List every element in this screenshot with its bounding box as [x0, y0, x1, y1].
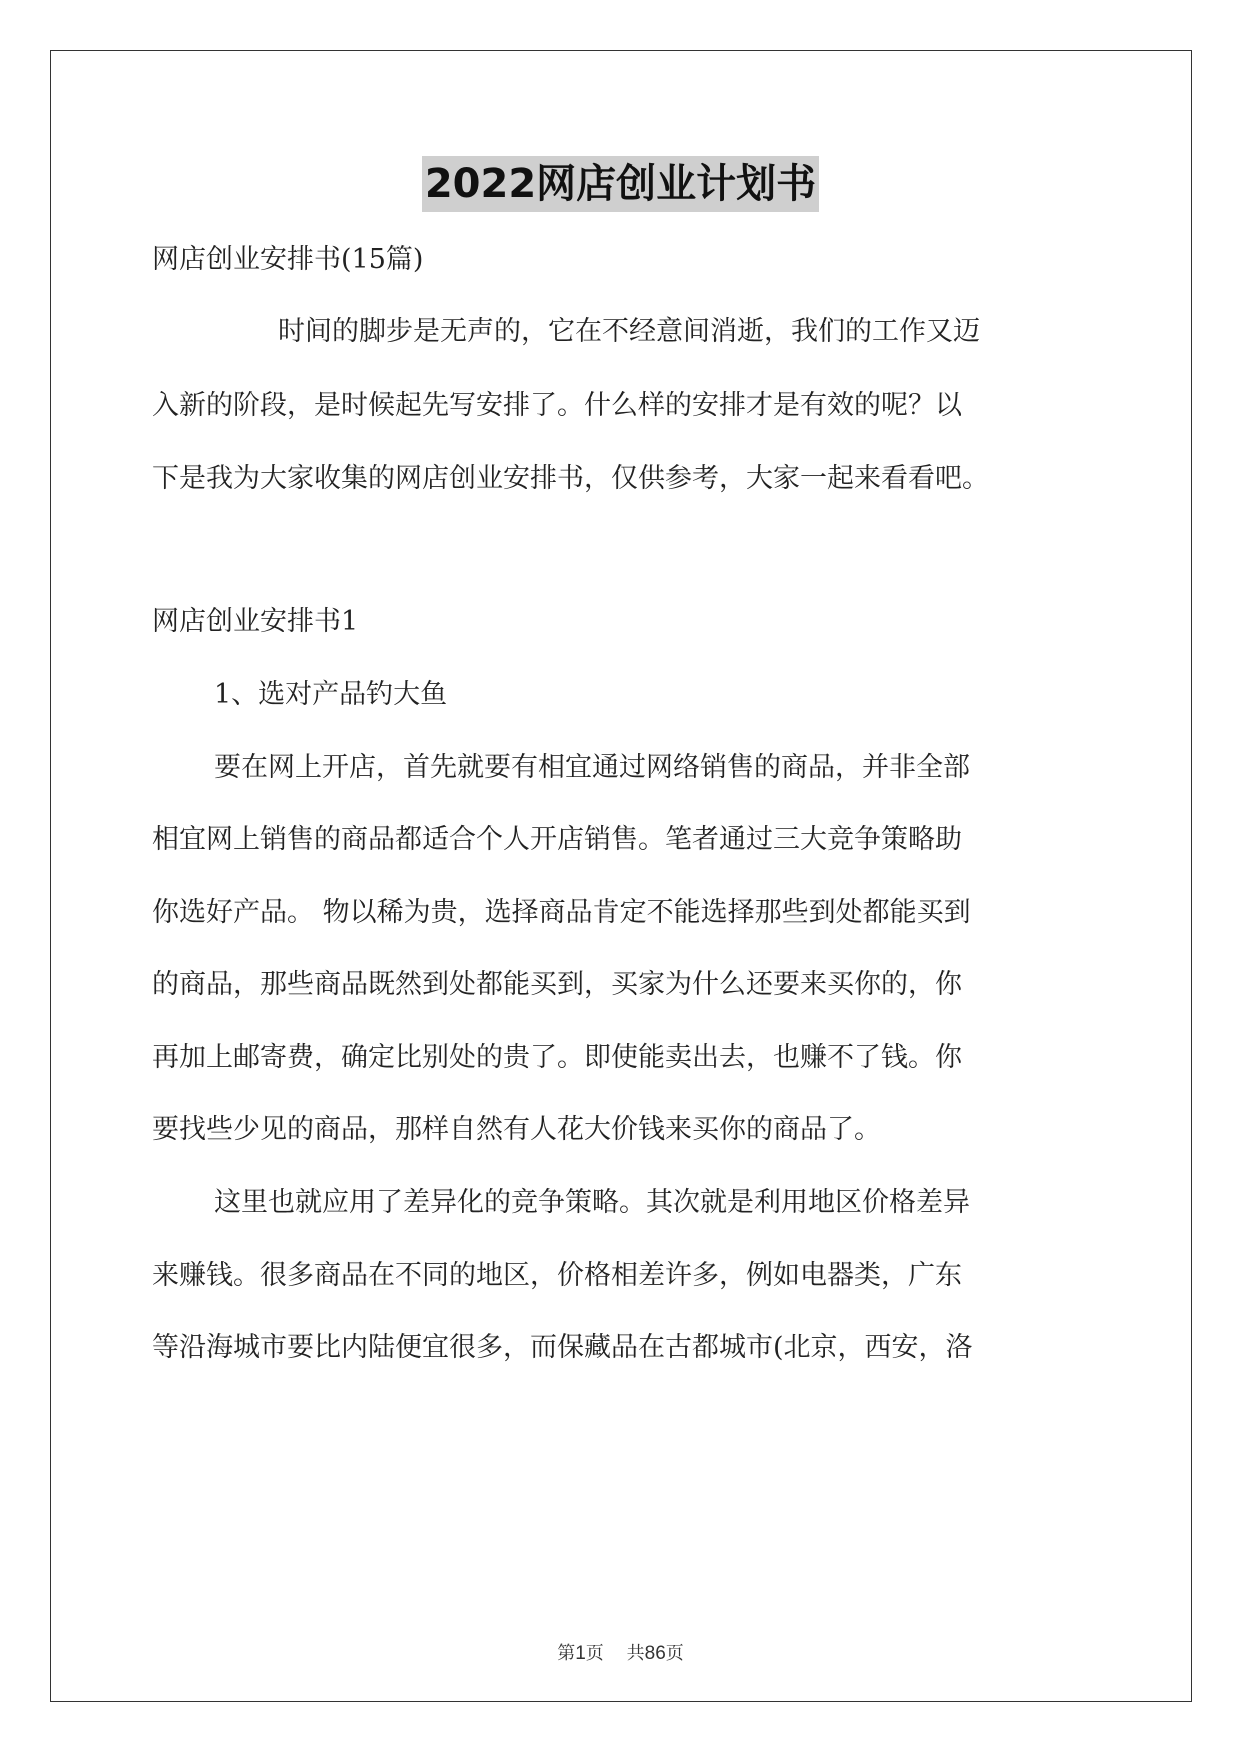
- page-border: [50, 50, 1192, 1702]
- title-area: [0, 156, 1241, 212]
- total-prefix: 共: [626, 1643, 645, 1664]
- page-footer: [0, 1642, 1241, 1666]
- paragraph-line: 相宜网上销售的商品都适合个人开店销售。笔者通过三大竞争策略助: [152, 824, 962, 855]
- subheading: 1、选对产品钓大鱼: [214, 679, 448, 710]
- intro-line: 时间的脚步是无声的，它在不经意间消逝，我们的工作又迈: [278, 316, 980, 347]
- paragraph-line: 的商品，那些商品既然到处都能买到，买家为什么还要来买你的，你: [152, 969, 962, 1000]
- paragraph-line: 要找些少见的商品，那样自然有人花大价钱来买你的商品了。: [152, 1114, 881, 1145]
- paragraph-line: 你选好产品。 物以稀为贵，选择商品肯定不能选择那些到处都能买到: [152, 897, 971, 928]
- intro-line: 入新的阶段，是时候起先写安排了。什么样的安排才是有效的呢？以: [152, 390, 962, 421]
- document-subtitle: 网店创业安排书(15篇): [152, 244, 424, 275]
- document-title: 2022网店创业计划书: [422, 156, 819, 212]
- intro-line: 下是我为大家收集的网店创业安排书，仅供参考，大家一起来看看吧。: [152, 463, 989, 494]
- paragraph-line: 再加上邮寄费，确定比别处的贵了。即使能卖出去，也赚不了钱。你: [152, 1042, 962, 1073]
- section-heading: 网店创业安排书1: [152, 606, 359, 637]
- page-prefix: 第: [557, 1643, 576, 1664]
- total-pages-number: 86: [644, 1643, 666, 1664]
- paragraph-line: 来赚钱。很多商品在不同的地区，价格相差许多，例如电器类，广东: [152, 1260, 962, 1291]
- paragraph-line: 要在网上开店，首先就要有相宜通过网络销售的商品，并非全部: [214, 752, 970, 783]
- paragraph-line: 这里也就应用了差异化的竞争策略。其次就是利用地区价格差异: [214, 1187, 970, 1218]
- page-suffix: 页: [585, 1643, 604, 1664]
- current-page-number: 1: [575, 1643, 586, 1664]
- total-suffix: 页: [665, 1643, 684, 1664]
- paragraph-line: 等沿海城市要比内陆便宜很多，而保藏品在古都城市(北京，西安，洛: [152, 1332, 973, 1363]
